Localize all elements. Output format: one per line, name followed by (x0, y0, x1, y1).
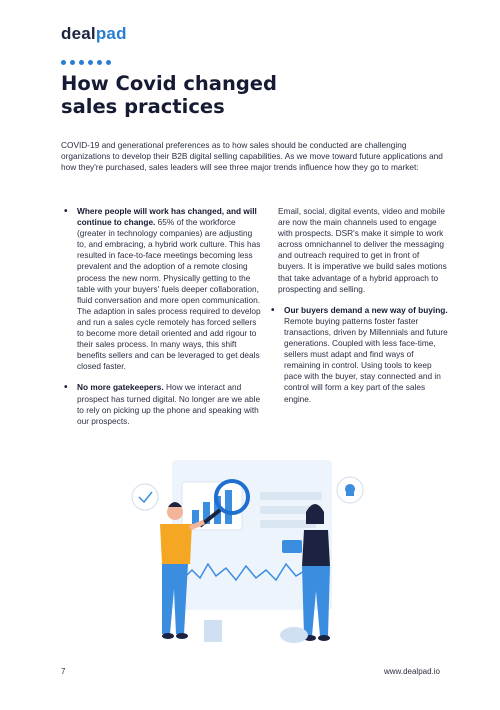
logo-part-pad: pad (95, 24, 127, 43)
bullet-heading: Our buyers demand a new way of buying. (284, 304, 448, 315)
bullet-new-buying (268, 305, 448, 405)
chart-card (182, 482, 242, 530)
check-bubble (132, 484, 158, 510)
bullet-body: How we interact and prospect has turned digital. No longer are we able to rely on picking up the phone and speaking with our prospects. (77, 382, 261, 426)
sales-illustration (110, 452, 390, 652)
decorative-dots (61, 60, 111, 65)
left-column (61, 206, 261, 437)
check-icon (139, 492, 152, 502)
bullet-body: Remote buying patterns foster faster transactions, driven by Millennials and future generations. Coupled with less face-time, sellers must adapt and find ways of remaining in control. Using tools to keep pace with the buyer, stay connected and in control will form a key part of the sales engine. (284, 315, 448, 404)
bullet-gatekeepers (61, 382, 261, 426)
pot (204, 620, 222, 642)
tablet-icon (282, 540, 302, 553)
lightbulb-icon (345, 484, 355, 496)
logo-part-deal: deal (61, 24, 96, 43)
page-number: 7 (61, 667, 66, 676)
intro-paragraph: COVID-19 and generational preferences as to how sales should be conducted are challenging organizations to develop their B2B digital selling capabilities. As we move toward future applications and how they're purchased, sales leaders will see three major trends influence how they go to market: (61, 140, 443, 173)
right-column (268, 206, 448, 415)
page-title: How Covid changed sales practices (61, 72, 277, 118)
bullet-body: 65% of the workforce (greater in technology companies) are adjusting to, and embracing, a hybrid work culture. This has resulted in face-to-face meetings becoming less prevalent and the adoption of a remote closing process the new norm. Physically getting to the table with your buyers' fuels deeper collaboration, fluid conversation and more open communication. The adaption in sales process required to develop and run a sales cycle remotely has forced sellers to become more detail oriented and add rigour to their sales process. In many ways, this shift benefits sellers and can be leveraged to get deals closed faster. (77, 217, 261, 372)
footer-url[interactable]: www.dealpad.io (383, 667, 440, 676)
pot (280, 627, 308, 643)
bullet-continuation: Email, social, digital events, video and mobile are now the main channels used to engage with prospects. DSR's make it simple to work across omnichannel to deliver the messaging and outreach required to get in front of buyers. It is imperative we build sales motions that take advantage of a hybrid approach to prospecting and selling. (278, 206, 447, 294)
bullet-heading: Where people will work has changed, and will continue to change. (77, 206, 257, 228)
dealpad-logo (61, 24, 127, 44)
bullet-heading: No more gatekeepers. (77, 382, 164, 393)
bullet-work-location (61, 206, 261, 372)
